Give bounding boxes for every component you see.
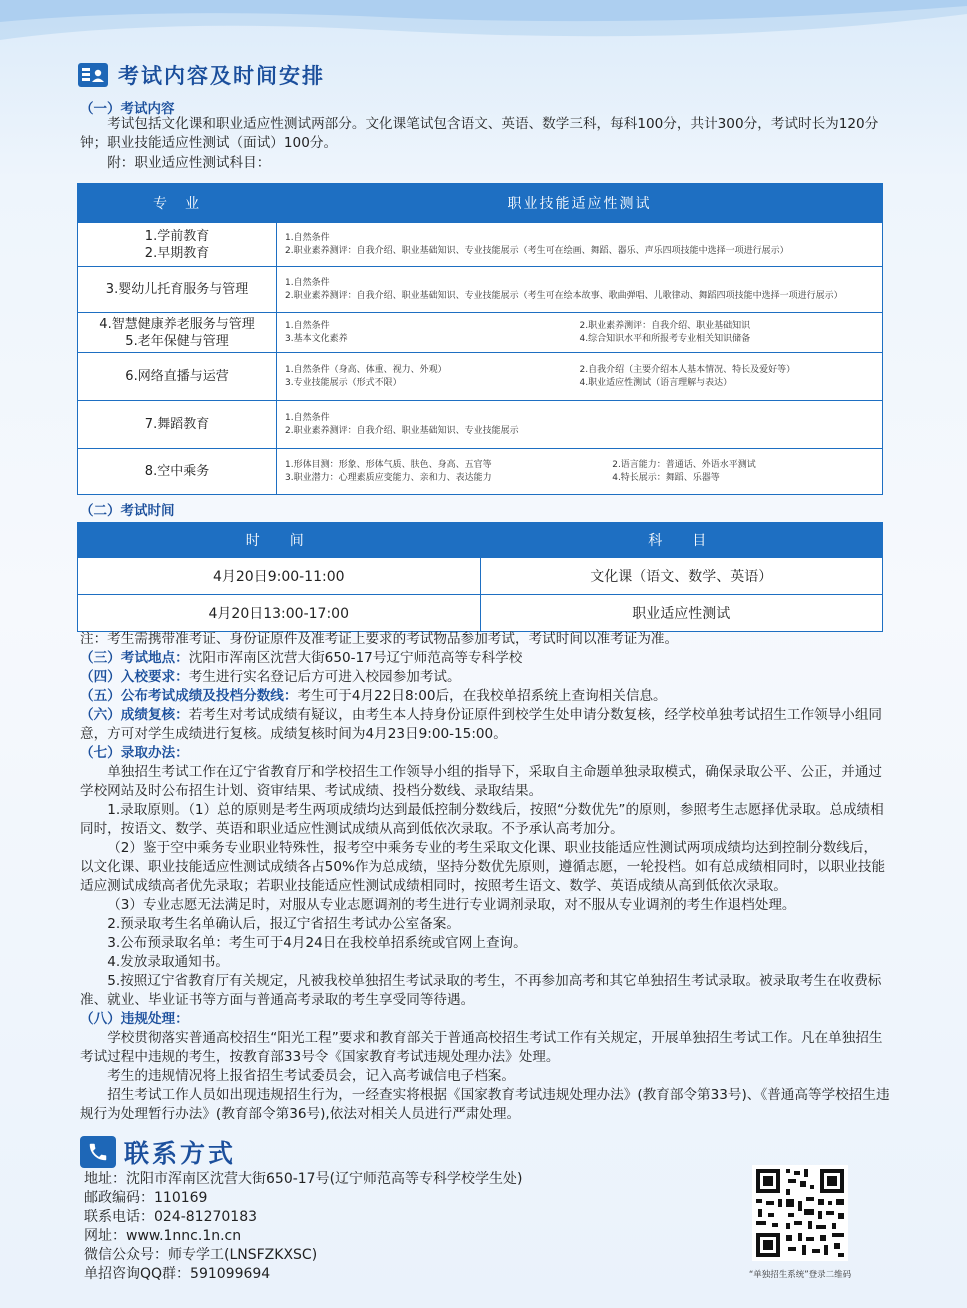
admission-para: （2）鉴于空中乘务专业职业特殊性，报考空中乘务专业的考生采取文化课、职业技能适应性测试两项成绩均达到控制分数线后，以文化课、职业技能适应性测试成绩各占50%作为总成绩，坚持分数优先原则，遵循志愿，一轮投档。如有总成绩相同时，以职业技能适应测试成绩高者优先录取；若职业技能适应性测试成绩相同时，按照考生语文、数学、英语成绩从高到低依次录取。 xyxy=(80,840,886,894)
qr-caption: “单独招生系统”登录二维码 xyxy=(748,1270,852,1280)
section-title: 考试内容及时间安排 xyxy=(118,64,325,88)
section-heading xyxy=(78,60,325,90)
test-item: 2.语言能力：普通话、外语水平测试 xyxy=(612,459,756,470)
test-item: 3.职业潜力：心理素质应变能力、亲和力、表达能力 xyxy=(285,472,492,483)
test-item: 2.职业素养测评：自我介绍、职业基础知识、专业技能展示（考生可在绘本故事、歌曲弹唱、儿歌律动、舞蹈四项技能中选择一项进行展示） xyxy=(285,290,843,301)
test-item: 1.自然条件 xyxy=(285,412,330,423)
admission-para: 1.录取原则。（1）总的原则是考生两项成绩均达到最低控制分数线后，按照“分数优先”的原则，参照考生志愿择优录取。总成绩相同时，按语文、数学、英语和职业适应性测试成绩从高到低依次录取。不予承认高考加分。 xyxy=(80,802,884,837)
schedule-time: 4月20日13:00-17:00 xyxy=(78,595,481,632)
exam-note: 注：考生需携带准考证、身份证原件及准考证上要求的考试物品参加考试，考试时间以准考证为准。 xyxy=(80,631,679,647)
test-item: 1.自然条件 xyxy=(285,232,330,243)
violation-heading: （八）违规处理： xyxy=(80,1011,189,1027)
part1-heading: （一）考试内容 xyxy=(80,101,175,117)
test-item: 2.职业素养测评：自我介绍、职业基础知识 xyxy=(579,320,751,331)
violation-para: 学校贯彻落实普通高校招生“阳光工程”要求和教育部关于普通高校招生考试工作有关规定，开展单独招生考试工作。凡在单独招生考试过程中违规的考生，按教育部33号令《国家教育考试违规处理办法》处理。 xyxy=(80,1030,883,1065)
test-item: 1.形体目测：形象、形体气质、肤色、身高、五官等 xyxy=(285,459,492,470)
col-header-subject: 科 目 xyxy=(480,523,883,558)
exam-schedule-table xyxy=(77,522,883,632)
major-name: 2.早期教育 xyxy=(144,245,210,261)
contact-wechat: 微信公众号：师专学工(LNSFZKXSC) xyxy=(84,1247,318,1263)
contact-phone: 联系电话：024-81270183 xyxy=(84,1209,258,1225)
test-item: 3.基本文化素养 xyxy=(285,333,348,344)
aptitude-test-table xyxy=(77,183,883,495)
contact-info xyxy=(84,1170,523,1284)
test-item: 4.综合知识水平和所报考专业相关知识储备 xyxy=(579,333,751,344)
notes-block xyxy=(80,630,890,1124)
part1-text: 考试包括文化课和职业适应性测试两部分。文化课笔试包含语文、英语、数学三科，每科100分，共计300分，考试时长为120分钟；职业技能适应性测试（面试）100分。 xyxy=(80,116,879,151)
col-header-test: 职业技能适应性测试 xyxy=(277,184,883,223)
table-row xyxy=(78,267,883,313)
admission-para: 4.发放录取通知书。 xyxy=(107,954,229,970)
col-header-time: 时 间 xyxy=(78,523,481,558)
contact-title: 联系方式 xyxy=(124,1139,237,1168)
major-name: 6.网络直播与运营 xyxy=(125,369,229,384)
qr-code-icon xyxy=(752,1165,848,1261)
phone-icon xyxy=(80,1136,116,1168)
table-row xyxy=(78,401,883,449)
admission-para: 单独招生考试工作在辽宁省教育厅和学校招生工作领导小组的指导下，采取自主命题单独录取模式，确保录取公平、公正，并通过学校网站及时公布招生计划、资审结果、考试成绩、投档分数线、录取结果。 xyxy=(80,764,883,799)
major-name: 5.老年保健与管理 xyxy=(125,333,229,349)
major-name: 1.学前教育 xyxy=(144,228,210,244)
test-item: 2.自我介绍（主要介绍本人基本情况、特长及爱好等） xyxy=(579,364,796,375)
table-row xyxy=(78,558,883,595)
table-row xyxy=(78,595,883,632)
violation-para: 招生考试工作人员如出现违规招生行为，一经查实将根据《国家教育考试违规处理办法》(教育部令第33号)、《普通高等学校招生违规行为处理暂行办法》(教育部令第36号),依法对相关人员进行严肃处理。 xyxy=(80,1087,890,1122)
admission-para: 3.公布预录取名单：考生可于4月24日在我校单招系统或官网上查询。 xyxy=(107,935,527,951)
test-item: 1.自然条件 xyxy=(285,320,330,331)
violation-para: 考生的违规情况将上报省招生考试委员会，记入高考诚信电子档案。 xyxy=(107,1068,515,1084)
schedule-time: 4月20日9:00-11:00 xyxy=(78,558,481,595)
admission-para: 5.按照辽宁省教育厅有关规定，凡被我校单独招生考试录取的考生，不再参加高考和其它单独招生考试录取。被录取考生在收费标准、就业、毕业证书等方面与普通高考录取的考生享受同等待遇。 xyxy=(80,973,882,1008)
score-release: （五）公布考试成绩及投档分数线：考生可于4月22日8:00后，在我校单招系统上查询相关信息。 xyxy=(80,688,667,704)
part2-heading: （二）考试时间 xyxy=(80,503,175,519)
test-item: 4.职业适应性测试（语言理解与表达） xyxy=(579,377,733,388)
contact-qq-group: 单招咨询QQ群：591099694 xyxy=(84,1266,271,1282)
admission-heading: （七）录取办法： xyxy=(80,745,189,761)
entry-requirement: （四）入校要求：考生进行实名登记后方可进入校园参加考试。 xyxy=(80,669,461,685)
test-item: 3.专业技能展示（形式不限） xyxy=(285,377,402,388)
test-item: 1.自然条件 xyxy=(285,277,330,288)
contact-website[interactable]: 网址：www.1nnc.1n.cn xyxy=(84,1228,242,1244)
exam-location: （三）考试地点：沈阳市浑南区沈营大街650-17号辽宁师范高等专科学校 xyxy=(80,650,523,666)
contact-postcode: 邮政编码：110169 xyxy=(84,1190,208,1206)
admission-para: 2.预录取考生名单确认后，报辽宁省招生考试办公室备案。 xyxy=(107,916,460,932)
part1-note: 附：职业适应性测试科目： xyxy=(107,155,271,171)
admission-para: （3）专业志愿无法满足时，对服从专业志愿调剂的考生进行专业调剂录取，对不服从专业调剂的考生作退档处理。 xyxy=(107,897,796,913)
major-name: 8.空中乘务 xyxy=(144,464,210,479)
contact-heading xyxy=(80,1134,236,1170)
contact-address: 地址：沈阳市浑南区沈营大街650-17号(辽宁师范高等专科学校学生处) xyxy=(84,1171,523,1187)
schedule-subject: 文化课（语文、数学、英语） xyxy=(480,558,883,595)
id-card-icon xyxy=(78,63,108,87)
major-name: 7.舞蹈教育 xyxy=(144,417,210,432)
col-header-major: 专 业 xyxy=(78,184,277,223)
table-row xyxy=(78,313,883,353)
table-row xyxy=(78,449,883,495)
test-item: 4.特长展示：舞蹈、乐器等 xyxy=(612,472,720,483)
schedule-subject: 职业适应性测试 xyxy=(480,595,883,632)
test-item: 2.职业素养测评：自我介绍、职业基础知识、专业技能展示（考生可在绘画、舞蹈、器乐、声乐四项技能中选择一项进行展示） xyxy=(285,245,789,256)
major-name: 3.婴幼儿托育服务与管理 xyxy=(105,282,249,297)
major-name: 4.智慧健康养老服务与管理 xyxy=(99,316,255,332)
test-item: 2.职业素养测评：自我介绍、职业基础知识、专业技能展示 xyxy=(285,425,519,436)
score-review: （六）成绩复核：若考生对考试成绩有疑议，由考生本人持身份证原件到校学生处申请分数复核，经学校单独考试招生工作领导小组同意，方可对学生成绩进行复核。成绩复核时间为4月23日9:00-15:00。 xyxy=(80,707,883,742)
table-row xyxy=(78,223,883,267)
table-row xyxy=(78,353,883,401)
test-item: 1.自然条件（身高、体重、视力、外观） xyxy=(285,364,447,375)
